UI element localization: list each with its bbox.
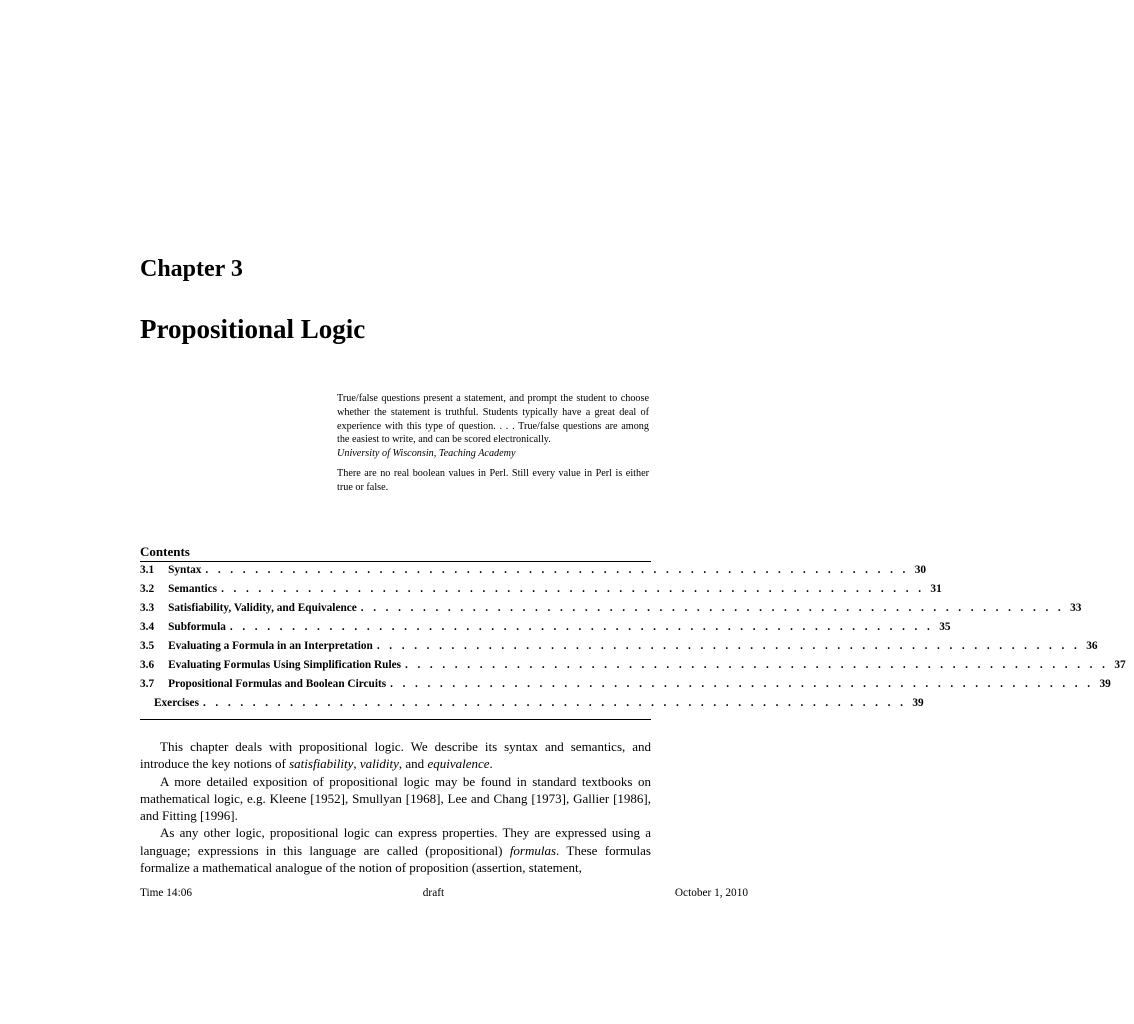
toc-section-title: Subformula bbox=[168, 621, 226, 633]
toc-section-title: Evaluating a Formula in an Interpretation bbox=[168, 640, 373, 652]
toc-page-number: 36 bbox=[1086, 640, 1098, 652]
emphasized-term: equivalence bbox=[427, 756, 490, 772]
epigraph-quote: True/false questions present a statement, and prompt the student to choose whether the statement is truthful. Students typically have a great deal of experience with this type of question. . . . True/false questions are among the easiest to write, and can be scored electronically. bbox=[337, 393, 649, 446]
paragraph bbox=[140, 824, 651, 876]
footer-time: Time 14:06 bbox=[140, 887, 192, 899]
toc-section-number: 3.3 bbox=[140, 602, 155, 614]
toc-section-number: 3.6 bbox=[140, 659, 155, 671]
paragraph-text: , and bbox=[398, 756, 428, 772]
toc-leader: . . . . . . . . . . . . . . . . . . . . . . . . . . . . . . . . . . . . . . . . . . . . . . . . . . . . . . . . . bbox=[360, 602, 1065, 614]
epigraph-quote-2: There are no real boolean values in Perl. Still every value in Perl is either true or false. bbox=[337, 467, 649, 493]
toc-leader: . . . . . . . . . . . . . . . . . . . . . . . . . . . . . . . . . . . . . . . . . . . . . . . . . . . . . . . . . bbox=[229, 621, 934, 633]
footer-date: October 1, 2010 bbox=[674, 887, 748, 899]
paragraph-text: . bbox=[489, 756, 493, 772]
toc-page-number: 30 bbox=[914, 564, 927, 576]
toc-entry[interactable] bbox=[140, 659, 1126, 678]
toc-page-number: 33 bbox=[1070, 602, 1082, 614]
toc-entry[interactable] bbox=[140, 678, 1111, 697]
toc-entry[interactable] bbox=[140, 583, 942, 602]
emphasized-term: satisfiability bbox=[289, 756, 354, 772]
toc-section-title: Syntax bbox=[168, 564, 202, 576]
paragraph-text: . These formulas formalize a mathematical analogue of the notion of proposition (assertion, statement, bbox=[140, 842, 651, 876]
toc-section-title: Exercises bbox=[154, 697, 199, 709]
toc-page-number: 35 bbox=[939, 621, 951, 633]
toc-section-number: 3.5 bbox=[140, 640, 155, 652]
paragraph bbox=[140, 738, 651, 773]
footer-status: draft bbox=[422, 887, 445, 899]
toc-page-number: 39 bbox=[912, 697, 924, 709]
toc-section-number: 3.2 bbox=[140, 583, 155, 595]
table-of-contents bbox=[140, 561, 1126, 720]
toc-leader: . . . . . . . . . . . . . . . . . . . . . . . . . . . . . . . . . . . . . . . . . . . . . . . . . . . . . . . . . bbox=[202, 697, 907, 709]
toc-entry[interactable] bbox=[140, 697, 924, 716]
toc-section-title: Satisfiability, Validity, and Equivalence bbox=[168, 602, 357, 614]
toc-section-number: 3.4 bbox=[140, 621, 155, 633]
toc-entry[interactable] bbox=[140, 564, 927, 583]
epigraph bbox=[337, 392, 649, 495]
toc-page-number: 37 bbox=[1114, 659, 1126, 671]
paragraph: A more detailed exposition of propositional logic may be found in standard textbooks on mathematical logic, e.g. Kleene [1952], Smullyan [1968], Lee and Chang [1973], Gallier [1986], and Fitting [1996]. bbox=[140, 773, 651, 824]
toc-section-number: 3.7 bbox=[140, 678, 155, 690]
epigraph-source: University of Wisconsin, Teaching Academy bbox=[337, 448, 516, 460]
emphasized-term: validity bbox=[359, 756, 399, 772]
page-footer bbox=[140, 887, 748, 899]
toc-page-number: 31 bbox=[930, 583, 942, 595]
toc-page-number: 39 bbox=[1099, 678, 1111, 690]
toc-entry[interactable] bbox=[140, 640, 1098, 659]
toc-section-title: Propositional Formulas and Boolean Circuits bbox=[168, 678, 387, 690]
toc-section-number: 3.1 bbox=[140, 564, 155, 576]
emphasized-term: formulas bbox=[509, 842, 557, 858]
toc-entry[interactable] bbox=[140, 602, 1082, 621]
paragraph-text: This chapter deals with propositional logic. We describe its syntax and semantics, and introduce the key notions of bbox=[140, 739, 651, 772]
paragraph-text: As any other logic, propositional logic can express properties. They are expressed using a language; expressions in this language are called (propositional) bbox=[140, 825, 651, 858]
chapter-number: Chapter 3 bbox=[140, 256, 243, 282]
contents-heading: Contents bbox=[140, 544, 190, 559]
paragraph-text: , bbox=[353, 756, 360, 772]
toc-leader: . . . . . . . . . . . . . . . . . . . . . . . . . . . . . . . . . . . . . . . . . . . . . . . . . . . . . . . . . bbox=[390, 678, 1094, 690]
body-text bbox=[140, 738, 651, 876]
toc-section-title: Evaluating Formulas Using Simplification Rules bbox=[168, 659, 401, 671]
toc-leader: . . . . . . . . . . . . . . . . . . . . . . . . . . . . . . . . . . . . . . . . . . . . . . . . . . . . . . . . . bbox=[376, 640, 1081, 652]
toc-leader: . . . . . . . . . . . . . . . . . . . . . . . . . . . . . . . . . . . . . . . . . . . . . . . . . . . . . . . . . bbox=[405, 659, 1109, 671]
chapter-title: Propositional Logic bbox=[140, 314, 366, 344]
toc-entry[interactable] bbox=[140, 621, 951, 640]
toc-leader: . . . . . . . . . . . . . . . . . . . . . . . . . . . . . . . . . . . . . . . . . . . . . . . . . . . . . . . . . bbox=[205, 564, 909, 576]
toc-section-title: Semantics bbox=[168, 583, 218, 595]
toc-leader: . . . . . . . . . . . . . . . . . . . . . . . . . . . . . . . . . . . . . . . . . . . . . . . . . . . . . . . . . bbox=[221, 583, 925, 595]
